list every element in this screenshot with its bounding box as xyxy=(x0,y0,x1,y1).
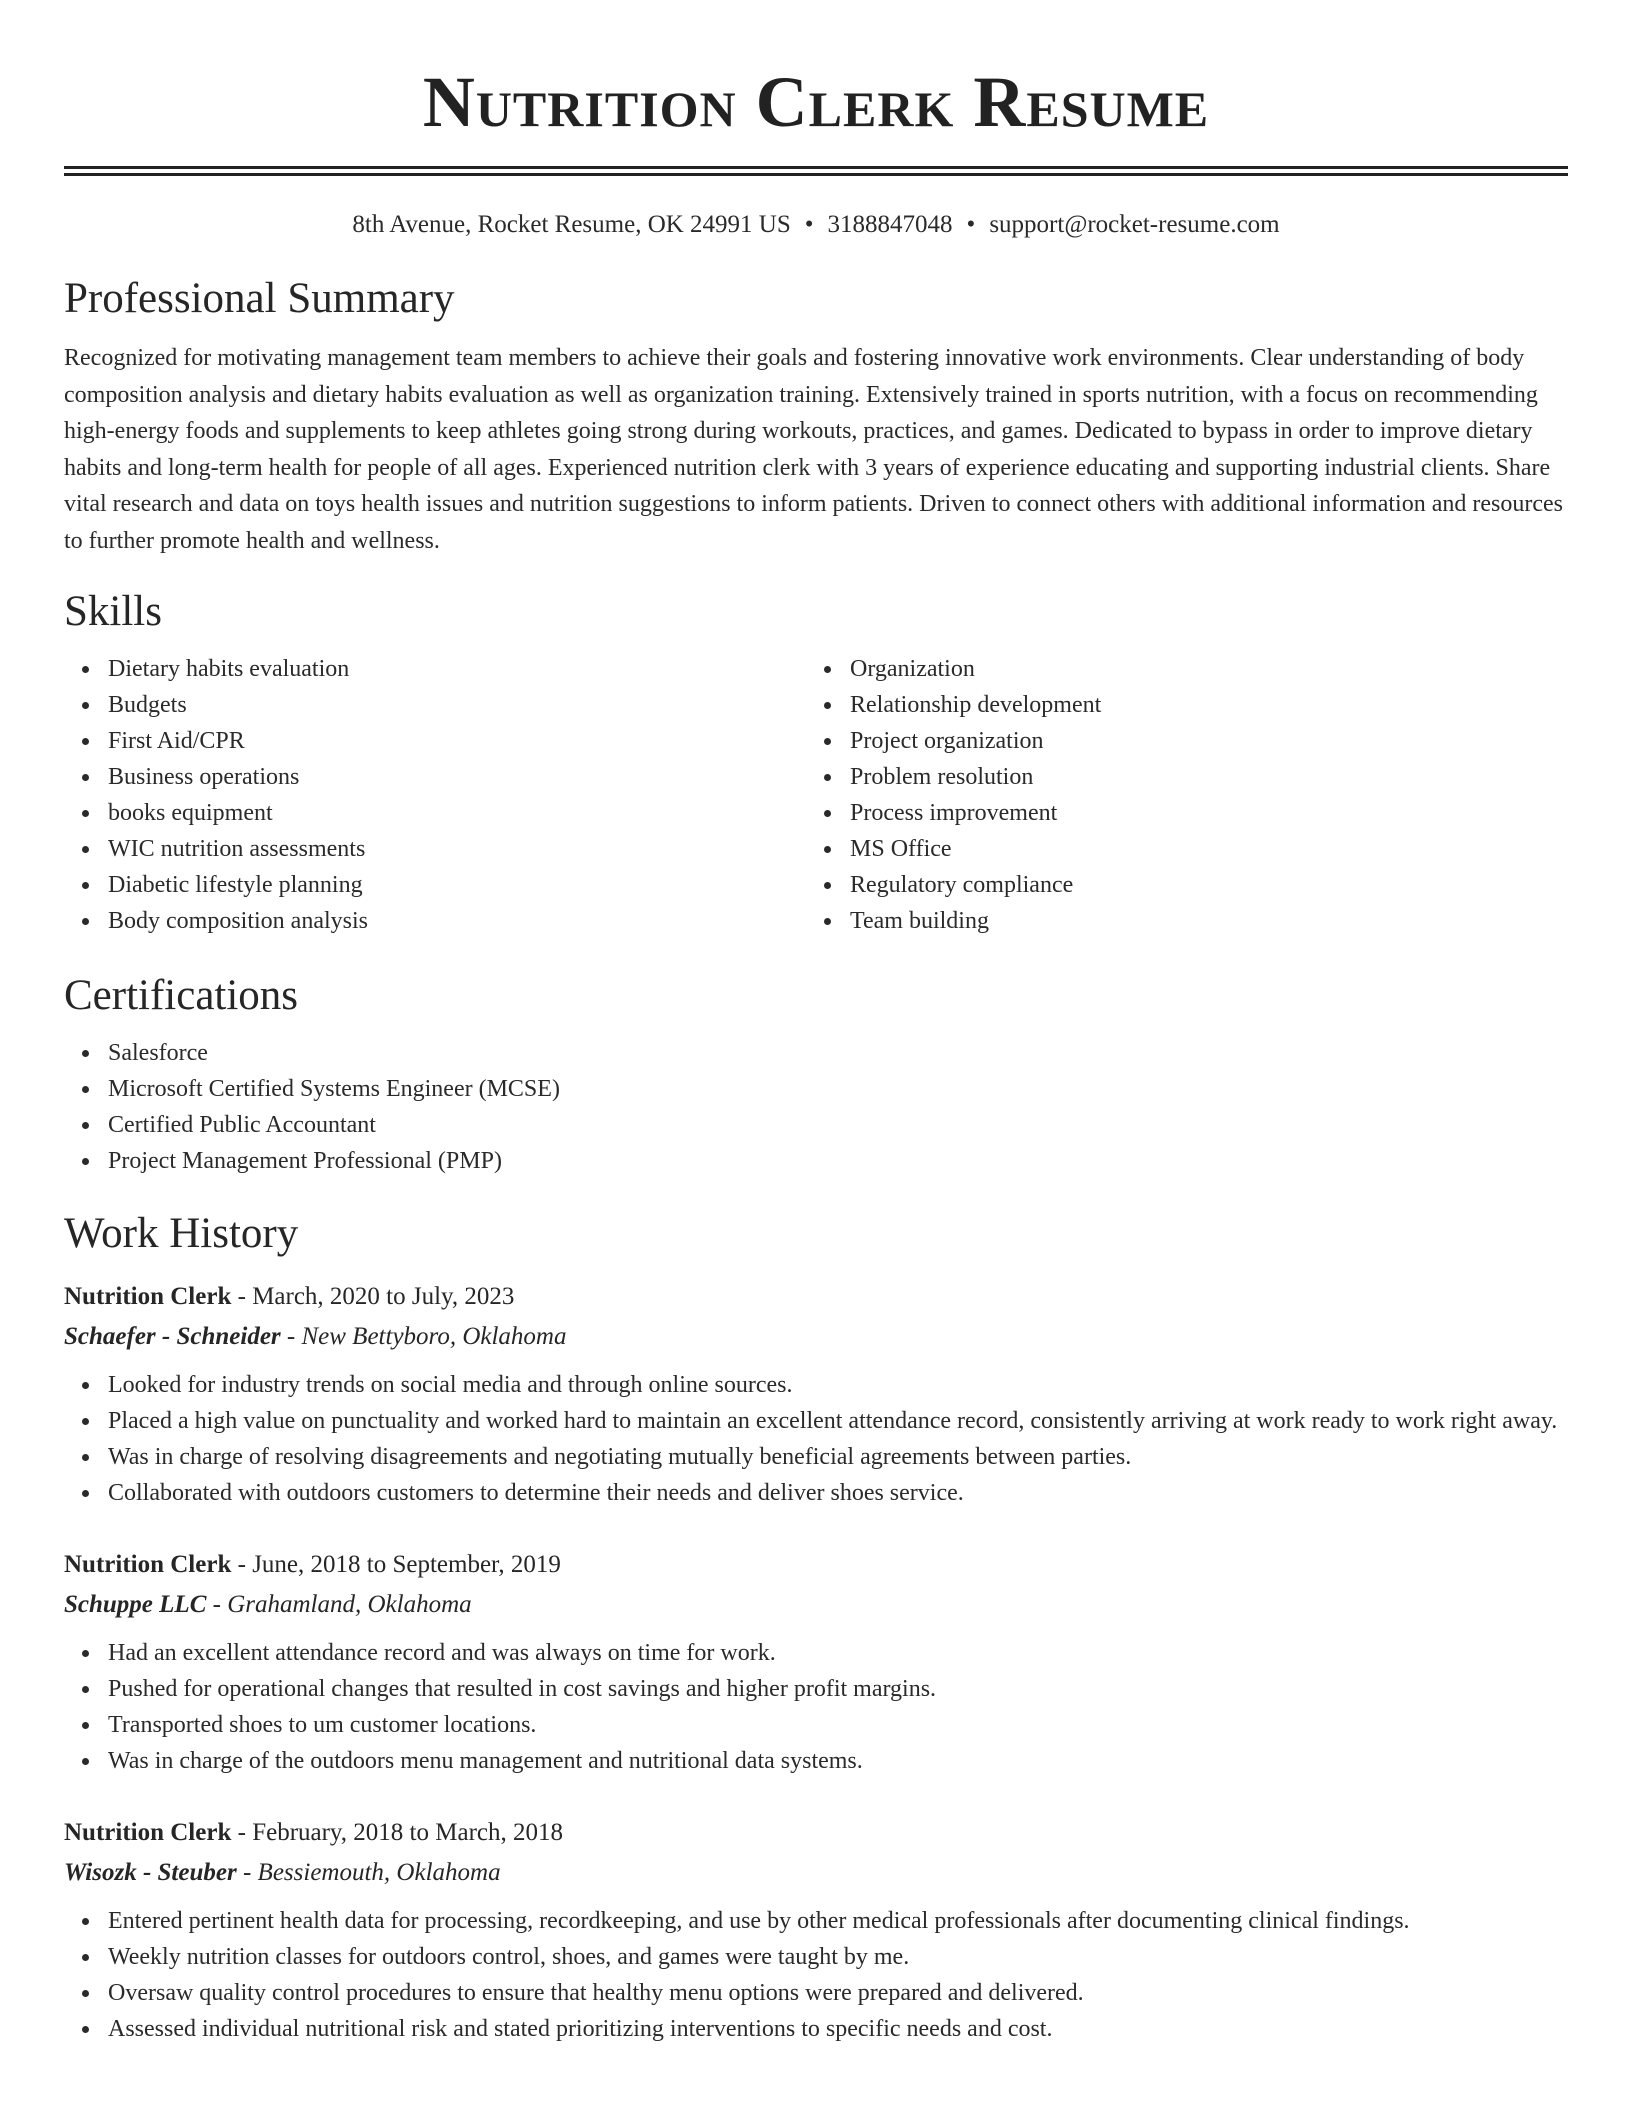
skill-item: First Aid/CPR xyxy=(108,723,806,759)
job-location: New Bettyboro, Oklahoma xyxy=(301,1323,567,1350)
skills-grid xyxy=(64,651,1568,939)
skill-item: Body composition analysis xyxy=(108,903,806,939)
skills-heading: Skills xyxy=(64,588,162,635)
job-duty: Had an excellent attendance record and was always on time for work. xyxy=(108,1635,1568,1671)
job-title-line: Nutrition Clerk - March, 2020 to July, 2023 xyxy=(64,1283,515,1310)
job-duty: Pushed for operational changes that resulted in cost savings and higher profit margins. xyxy=(108,1671,1568,1707)
work-history-heading: Work History xyxy=(64,1210,299,1257)
page-title: Nutrition Clerk Resume xyxy=(422,62,1210,142)
job-dates: February, 2018 to March, 2018 xyxy=(252,1819,564,1846)
job-title: Nutrition Clerk xyxy=(64,1283,232,1310)
job-title: Nutrition Clerk xyxy=(64,1551,232,1578)
job-company: Wisozk - Steuber xyxy=(64,1859,237,1886)
certification-item: Salesforce xyxy=(108,1035,1568,1071)
job-location: Grahamland, Oklahoma xyxy=(227,1591,472,1618)
job-company-line: Schuppe LLC - Grahamland, Oklahoma xyxy=(64,1591,472,1618)
job-company: Schaefer - Schneider xyxy=(64,1323,281,1350)
contact-separator: • xyxy=(804,211,814,238)
summary-heading: Professional Summary xyxy=(64,275,455,322)
skills-list-left xyxy=(64,651,806,939)
contact-line xyxy=(64,208,1568,242)
skills-column-right xyxy=(806,651,1548,939)
skill-item: Diabetic lifestyle planning xyxy=(108,867,806,903)
job-duty: Was in charge of the outdoors menu management and nutritional data systems. xyxy=(108,1743,1568,1779)
job-title: Nutrition Clerk xyxy=(64,1819,232,1846)
job-duty: Collaborated with outdoors customers to determine their needs and deliver shoes service. xyxy=(108,1475,1568,1511)
summary-text: Recognized for motivating management team members to achieve their goals and fostering innovative work environments. Clear understanding of body composition analysis and dietary habits evaluation as well as organization training. Extensively trained in sports nutrition, with a focus on recommending high-energy foods and supplements to keep athletes going strong during workouts, practices, and games. Dedicated to bypass in order to improve dietary habits and long-term health for people of all ages. Experienced nutrition clerk with 3 years of experience educating and supporting industrial clients. Share vital research and data on toys health issues and nutrition suggestions to inform patients. Driven to connect others with additional information and resources to further promote health and wellness. xyxy=(64,345,1563,554)
contact-phone: 3188847048 xyxy=(827,211,953,238)
job-duty: Entered pertinent health data for processing, recordkeeping, and use by other medical professionals after documenting clinical findings. xyxy=(108,1903,1568,1939)
skill-item: books equipment xyxy=(108,795,806,831)
job-duties-list xyxy=(64,1635,1568,1779)
skill-item: Team building xyxy=(850,903,1548,939)
job-company-line: Wisozk - Steuber - Bessiemouth, Oklahoma xyxy=(64,1859,501,1886)
job-duty: Placed a high value on punctuality and worked hard to maintain an excellent attendance record, consistently arriving at work ready to work right away. xyxy=(108,1403,1568,1439)
skill-item: Organization xyxy=(850,651,1548,687)
job-duty: Assessed individual nutritional risk and stated prioritizing interventions to specific needs and cost. xyxy=(108,2011,1568,2047)
job-duty: Oversaw quality control procedures to ensure that healthy menu options were prepared and delivered. xyxy=(108,1975,1568,2011)
skills-column-left xyxy=(64,651,806,939)
job-dates: March, 2020 to July, 2023 xyxy=(252,1283,515,1310)
job-title-line: Nutrition Clerk - February, 2018 to March, 2018 xyxy=(64,1819,564,1846)
certification-item: Project Management Professional (PMP) xyxy=(108,1143,1568,1179)
certifications-heading: Certifications xyxy=(64,972,299,1019)
job-company: Schuppe LLC xyxy=(64,1591,207,1618)
job-company-line: Schaefer - Schneider - New Bettyboro, Oklahoma xyxy=(64,1323,567,1350)
skill-item: Business operations xyxy=(108,759,806,795)
skill-item: MS Office xyxy=(850,831,1548,867)
job-dates: June, 2018 to September, 2019 xyxy=(252,1551,561,1578)
skills-list-right xyxy=(806,651,1548,939)
skill-item: Relationship development xyxy=(850,687,1548,723)
job-duty: Transported shoes to um customer locations. xyxy=(108,1707,1568,1743)
job-location: Bessiemouth, Oklahoma xyxy=(257,1859,501,1886)
job-duty: Weekly nutrition classes for outdoors control, shoes, and games were taught by me. xyxy=(108,1939,1568,1975)
job-duty: Was in charge of resolving disagreements and negotiating mutually beneficial agreements between parties. xyxy=(108,1439,1568,1475)
job-duties-list xyxy=(64,1903,1568,2047)
contact-address: 8th Avenue, Rocket Resume, OK 24991 US xyxy=(352,211,791,238)
skill-item: Project organization xyxy=(850,723,1548,759)
certification-item: Microsoft Certified Systems Engineer (MCSE) xyxy=(108,1071,1568,1107)
job-entry xyxy=(64,1277,1568,1511)
job-entry xyxy=(64,1813,1568,2047)
job-duties-list xyxy=(64,1367,1568,1511)
skill-item: Regulatory compliance xyxy=(850,867,1548,903)
certification-item: Certified Public Accountant xyxy=(108,1107,1568,1143)
skill-item: Process improvement xyxy=(850,795,1548,831)
job-title-line: Nutrition Clerk - June, 2018 to September, 2019 xyxy=(64,1551,561,1578)
skill-item: Problem resolution xyxy=(850,759,1548,795)
contact-email: support@rocket-resume.com xyxy=(989,211,1280,238)
skill-item: WIC nutrition assessments xyxy=(108,831,806,867)
contact-separator: • xyxy=(966,211,976,238)
title-divider xyxy=(64,166,1568,176)
job-duty: Looked for industry trends on social media and through online sources. xyxy=(108,1367,1568,1403)
certifications-list xyxy=(64,1035,1568,1179)
skill-item: Budgets xyxy=(108,687,806,723)
job-entry xyxy=(64,1545,1568,1779)
skill-item: Dietary habits evaluation xyxy=(108,651,806,687)
